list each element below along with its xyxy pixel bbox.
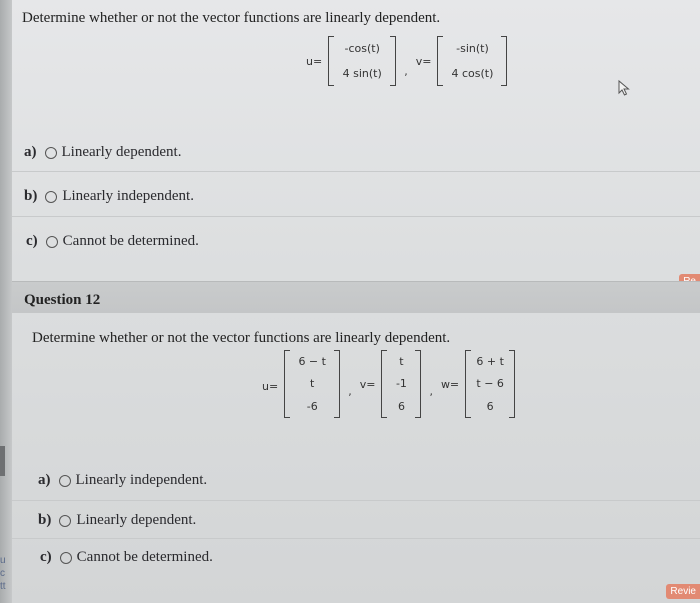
q12-option-b[interactable] xyxy=(38,512,196,529)
q11-vectors xyxy=(306,36,507,86)
left-panel-edge xyxy=(0,0,12,603)
review-button[interactable]: Revie xyxy=(666,584,700,599)
matrix-cell: -1 xyxy=(395,377,407,391)
question-12-title: Question 12 xyxy=(24,292,101,308)
left-scroll-marker xyxy=(0,446,5,476)
q11-v-matrix xyxy=(437,36,507,86)
option-letter: b) xyxy=(38,512,52,528)
matrix-cell: 4 cos(t) xyxy=(451,67,494,80)
q12-option-c[interactable] xyxy=(40,549,213,566)
radio-unchecked-icon[interactable] xyxy=(45,147,57,159)
q11-separator: , xyxy=(404,64,408,78)
q11-option-c[interactable] xyxy=(26,233,199,250)
matrix-cell: 6 + t xyxy=(476,354,504,368)
q12-v-matrix xyxy=(381,350,421,418)
q12-w-label: w= xyxy=(440,377,460,391)
q11-option-a[interactable] xyxy=(24,144,181,161)
option-letter: b) xyxy=(24,188,38,204)
option-letter: a) xyxy=(24,144,37,160)
q12-u-label: u= xyxy=(262,379,279,393)
divider xyxy=(12,216,700,217)
question-12-header xyxy=(12,281,700,313)
matrix-cell: 4 sin(t) xyxy=(342,67,382,80)
radio-unchecked-icon[interactable] xyxy=(59,515,71,527)
matrix-cell: t − 6 xyxy=(476,377,504,391)
matrix-cell: t xyxy=(310,377,315,391)
option-label: Linearly dependent. xyxy=(76,512,197,528)
divider xyxy=(12,538,700,539)
matrix-cell: -cos(t) xyxy=(344,42,380,55)
q11-question-text: Determine whether or not the vector functions are linearly dependent. xyxy=(22,10,441,26)
matrix-cell: -6 xyxy=(306,400,318,414)
q11-option-b[interactable] xyxy=(24,188,194,205)
pointer-cursor-icon xyxy=(616,79,632,97)
option-label: Linearly independent. xyxy=(62,188,194,204)
q12-v-label: v= xyxy=(359,377,376,391)
matrix-cell: 6 xyxy=(486,400,494,414)
q12-option-a[interactable] xyxy=(38,472,207,489)
left-fragment: c xyxy=(0,568,5,579)
q11-v-label: v= xyxy=(415,54,432,68)
q12-separator: , xyxy=(429,384,433,398)
matrix-cell: t xyxy=(399,354,404,368)
q12-question-text: Determine whether or not the vector functions are linearly dependent. xyxy=(32,330,451,346)
q12-vectors xyxy=(262,350,515,418)
radio-unchecked-icon[interactable] xyxy=(59,475,71,487)
matrix-cell: 6 xyxy=(397,400,405,414)
matrix-cell: -sin(t) xyxy=(456,42,489,55)
left-fragment: tt xyxy=(0,581,6,592)
radio-unchecked-icon[interactable] xyxy=(60,552,72,564)
radio-unchecked-icon[interactable] xyxy=(45,191,57,203)
option-label: Cannot be determined. xyxy=(76,549,213,565)
option-letter: c) xyxy=(40,549,52,565)
option-label: Cannot be determined. xyxy=(62,233,199,249)
q12-separator: , xyxy=(348,384,352,398)
q12-u-matrix xyxy=(284,350,340,418)
option-letter: c) xyxy=(26,233,38,249)
divider xyxy=(12,500,700,501)
left-fragment: u xyxy=(0,555,6,566)
option-label: Linearly independent. xyxy=(75,472,208,488)
option-letter: a) xyxy=(38,472,51,488)
q12-w-matrix xyxy=(465,350,515,418)
divider xyxy=(12,171,700,172)
q11-u-matrix xyxy=(328,36,396,86)
q11-u-label: u= xyxy=(306,54,323,68)
matrix-cell: 6 − t xyxy=(298,354,326,368)
radio-unchecked-icon[interactable] xyxy=(46,236,58,248)
option-label: Linearly dependent. xyxy=(61,144,182,160)
